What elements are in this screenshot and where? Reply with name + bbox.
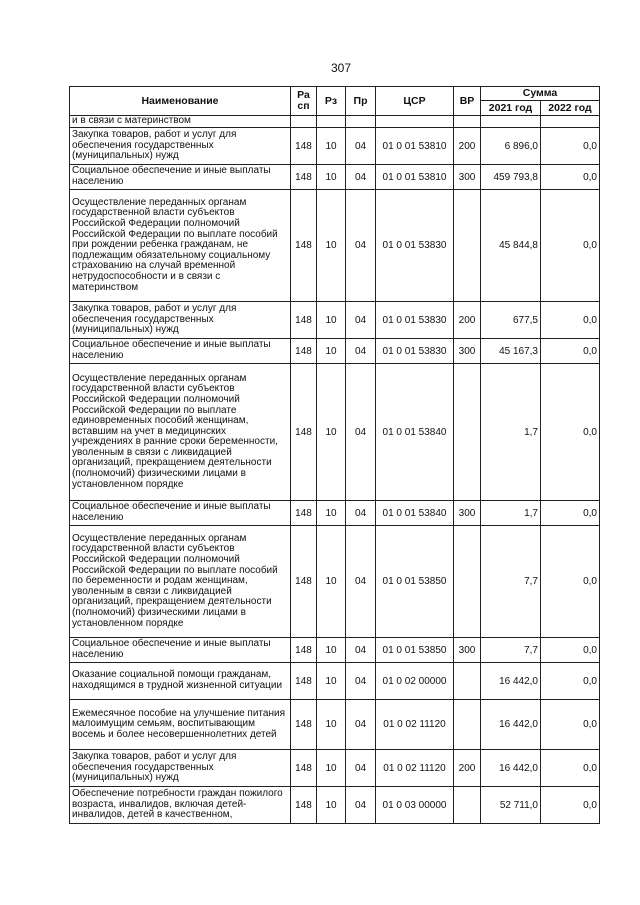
cell-name: Закупка товаров, работ и услуг для обеспечения государственных (муниципальных) нужд xyxy=(70,128,291,165)
cell-name: Осуществление переданных органам государственной власти субъектов Российской Федерации полномочий Российской Федерации по выплате единовременных пособий женщинам, вставшим на учет в медицинских учреждениях в ранние сроки беременности, уволенным в связи с ликвидацией организаций, прекращением деятельности (полномочий) физическими лицами в установленном порядке xyxy=(70,364,291,501)
cell-2022: 0,0 xyxy=(541,190,600,302)
cell-2022: 0,0 xyxy=(541,165,600,190)
header-2021: 2021 год xyxy=(481,101,541,116)
table-row xyxy=(70,638,600,663)
cell-pr: 04 xyxy=(346,128,376,165)
cell-rz: 10 xyxy=(317,165,346,190)
cell-2021: 459 793,8 xyxy=(481,165,541,190)
cell-2022 xyxy=(541,116,600,128)
cell-2021: 16 442,0 xyxy=(481,700,541,750)
cell-name: Оказание социальной помощи гражданам, находящимся в трудной жизненной ситуации xyxy=(70,663,291,700)
cell-pr: 04 xyxy=(346,364,376,501)
cell-vr: 200 xyxy=(454,302,481,339)
cell-vr xyxy=(454,700,481,750)
cell-rz: 10 xyxy=(317,638,346,663)
header-sum: Сумма xyxy=(481,87,600,101)
header-name: Наименование xyxy=(70,87,291,116)
table-header xyxy=(70,87,600,116)
cell-name: Осуществление переданных органам государственной власти субъектов Российской Федерации полномочий Российской Федерации по выплате пособий при рождении ребенка гражданам, не подлежащим обязательному социальному страхованию на случай временной нетрудоспособности и в связи с материнством xyxy=(70,190,291,302)
cell-2022: 0,0 xyxy=(541,638,600,663)
cell-rz: 10 xyxy=(317,750,346,787)
cell-csr: 01 0 02 11120 xyxy=(376,700,454,750)
cell-pr: 04 xyxy=(346,663,376,700)
cell-2021: 45 167,3 xyxy=(481,339,541,364)
cell-csr xyxy=(376,116,454,128)
cell-2021: 45 844,8 xyxy=(481,190,541,302)
table-body xyxy=(70,116,600,824)
cell-name: и в связи с материнством xyxy=(70,116,291,128)
cell-vr xyxy=(454,787,481,824)
cell-2021: 16 442,0 xyxy=(481,750,541,787)
header-rasp: Ра сп xyxy=(291,87,317,116)
cell-rz: 10 xyxy=(317,787,346,824)
cell-2022: 0,0 xyxy=(541,526,600,638)
cell-vr: 300 xyxy=(454,501,481,526)
header-2022: 2022 год xyxy=(541,101,600,116)
cell-pr: 04 xyxy=(346,526,376,638)
cell-csr: 01 0 01 53840 xyxy=(376,364,454,501)
cell-vr: 300 xyxy=(454,339,481,364)
cell-rasp: 148 xyxy=(291,302,317,339)
cell-2021: 1,7 xyxy=(481,364,541,501)
cell-rz: 10 xyxy=(317,128,346,165)
cell-name: Социальное обеспечение и иные выплаты населению xyxy=(70,501,291,526)
cell-pr: 04 xyxy=(346,501,376,526)
cell-vr: 200 xyxy=(454,750,481,787)
cell-2022: 0,0 xyxy=(541,750,600,787)
cell-2022: 0,0 xyxy=(541,364,600,501)
cell-2022: 0,0 xyxy=(541,700,600,750)
cell-pr xyxy=(346,116,376,128)
cell-vr: 300 xyxy=(454,638,481,663)
cell-csr: 01 0 01 53850 xyxy=(376,526,454,638)
cell-csr: 01 0 01 53830 xyxy=(376,302,454,339)
cell-vr: 300 xyxy=(454,165,481,190)
header-rz: Рз xyxy=(317,87,346,116)
table-row xyxy=(70,787,600,824)
cell-rz: 10 xyxy=(317,364,346,501)
cell-2021: 52 711,0 xyxy=(481,787,541,824)
table-row xyxy=(70,128,600,165)
cell-rasp: 148 xyxy=(291,364,317,501)
cell-vr xyxy=(454,190,481,302)
cell-2021: 1,7 xyxy=(481,501,541,526)
cell-rz: 10 xyxy=(317,526,346,638)
cell-csr: 01 0 02 11120 xyxy=(376,750,454,787)
table-row xyxy=(70,116,600,128)
cell-pr: 04 xyxy=(346,787,376,824)
cell-2021: 677,5 xyxy=(481,302,541,339)
cell-csr: 01 0 01 53810 xyxy=(376,165,454,190)
cell-pr: 04 xyxy=(346,339,376,364)
cell-rz: 10 xyxy=(317,501,346,526)
cell-rz xyxy=(317,116,346,128)
table-row xyxy=(70,190,600,302)
table-row xyxy=(70,501,600,526)
cell-2022: 0,0 xyxy=(541,128,600,165)
cell-2022: 0,0 xyxy=(541,339,600,364)
table-row xyxy=(70,165,600,190)
cell-vr xyxy=(454,364,481,501)
cell-rasp: 148 xyxy=(291,526,317,638)
cell-2021: 16 442,0 xyxy=(481,663,541,700)
cell-2022: 0,0 xyxy=(541,663,600,700)
cell-name: Социальное обеспечение и иные выплаты населению xyxy=(70,339,291,364)
cell-vr: 200 xyxy=(454,128,481,165)
cell-rz: 10 xyxy=(317,302,346,339)
cell-name: Ежемесячное пособие на улучшение питания малоимущим семьям, воспитывающим восемь и более несовершеннолетних детей xyxy=(70,700,291,750)
cell-csr: 01 0 01 53850 xyxy=(376,638,454,663)
cell-rz: 10 xyxy=(317,700,346,750)
table-row xyxy=(70,663,600,700)
cell-vr xyxy=(454,663,481,700)
cell-csr: 01 0 01 53810 xyxy=(376,128,454,165)
cell-csr: 01 0 01 53840 xyxy=(376,501,454,526)
table-row xyxy=(70,750,600,787)
cell-2021 xyxy=(481,116,541,128)
cell-pr: 04 xyxy=(346,190,376,302)
cell-2022: 0,0 xyxy=(541,302,600,339)
header-vr: ВР xyxy=(454,87,481,116)
cell-csr: 01 0 03 00000 xyxy=(376,787,454,824)
header-pr: Пр xyxy=(346,87,376,116)
cell-name: Обеспечение потребности граждан пожилого возраста, инвалидов, включая детей-инвалидов, детей в качественном, xyxy=(70,787,291,824)
cell-rasp: 148 xyxy=(291,128,317,165)
cell-pr: 04 xyxy=(346,700,376,750)
table-row xyxy=(70,364,600,501)
cell-csr: 01 0 01 53830 xyxy=(376,339,454,364)
cell-rasp: 148 xyxy=(291,700,317,750)
cell-rz: 10 xyxy=(317,663,346,700)
cell-2022: 0,0 xyxy=(541,787,600,824)
cell-rasp: 148 xyxy=(291,190,317,302)
cell-rasp: 148 xyxy=(291,750,317,787)
cell-pr: 04 xyxy=(346,638,376,663)
cell-rasp: 148 xyxy=(291,638,317,663)
table-row xyxy=(70,302,600,339)
cell-2021: 7,7 xyxy=(481,638,541,663)
cell-name: Закупка товаров, работ и услуг для обеспечения государственных (муниципальных) нужд xyxy=(70,750,291,787)
cell-rasp: 148 xyxy=(291,165,317,190)
cell-name: Осуществление переданных органам государственной власти субъектов Российской Федерации полномочий Российской Федерации по выплате пособий по беременности и родам женщинам, уволенным в связи с ликвидацией организаций, прекращением деятельности (полномочий) физическими лицами в установленном порядке xyxy=(70,526,291,638)
cell-pr: 04 xyxy=(346,302,376,339)
table-row xyxy=(70,526,600,638)
table-row xyxy=(70,339,600,364)
cell-rasp: 148 xyxy=(291,501,317,526)
cell-vr xyxy=(454,526,481,638)
cell-rz: 10 xyxy=(317,339,346,364)
cell-rasp: 148 xyxy=(291,339,317,364)
cell-rasp: 148 xyxy=(291,663,317,700)
table-row xyxy=(70,700,600,750)
cell-pr: 04 xyxy=(346,750,376,787)
cell-csr: 01 0 01 53830 xyxy=(376,190,454,302)
cell-name: Закупка товаров, работ и услуг для обеспечения государственных (муниципальных) нужд xyxy=(70,302,291,339)
budget-table xyxy=(69,86,600,824)
header-csr: ЦСР xyxy=(376,87,454,116)
cell-2021: 6 896,0 xyxy=(481,128,541,165)
cell-name: Социальное обеспечение и иные выплаты населению xyxy=(70,165,291,190)
cell-2022: 0,0 xyxy=(541,501,600,526)
cell-pr: 04 xyxy=(346,165,376,190)
cell-rz: 10 xyxy=(317,190,346,302)
cell-2021: 7,7 xyxy=(481,526,541,638)
cell-rasp xyxy=(291,116,317,128)
cell-csr: 01 0 02 00000 xyxy=(376,663,454,700)
cell-rasp: 148 xyxy=(291,787,317,824)
cell-name: Социальное обеспечение и иные выплаты населению xyxy=(70,638,291,663)
cell-vr xyxy=(454,116,481,128)
